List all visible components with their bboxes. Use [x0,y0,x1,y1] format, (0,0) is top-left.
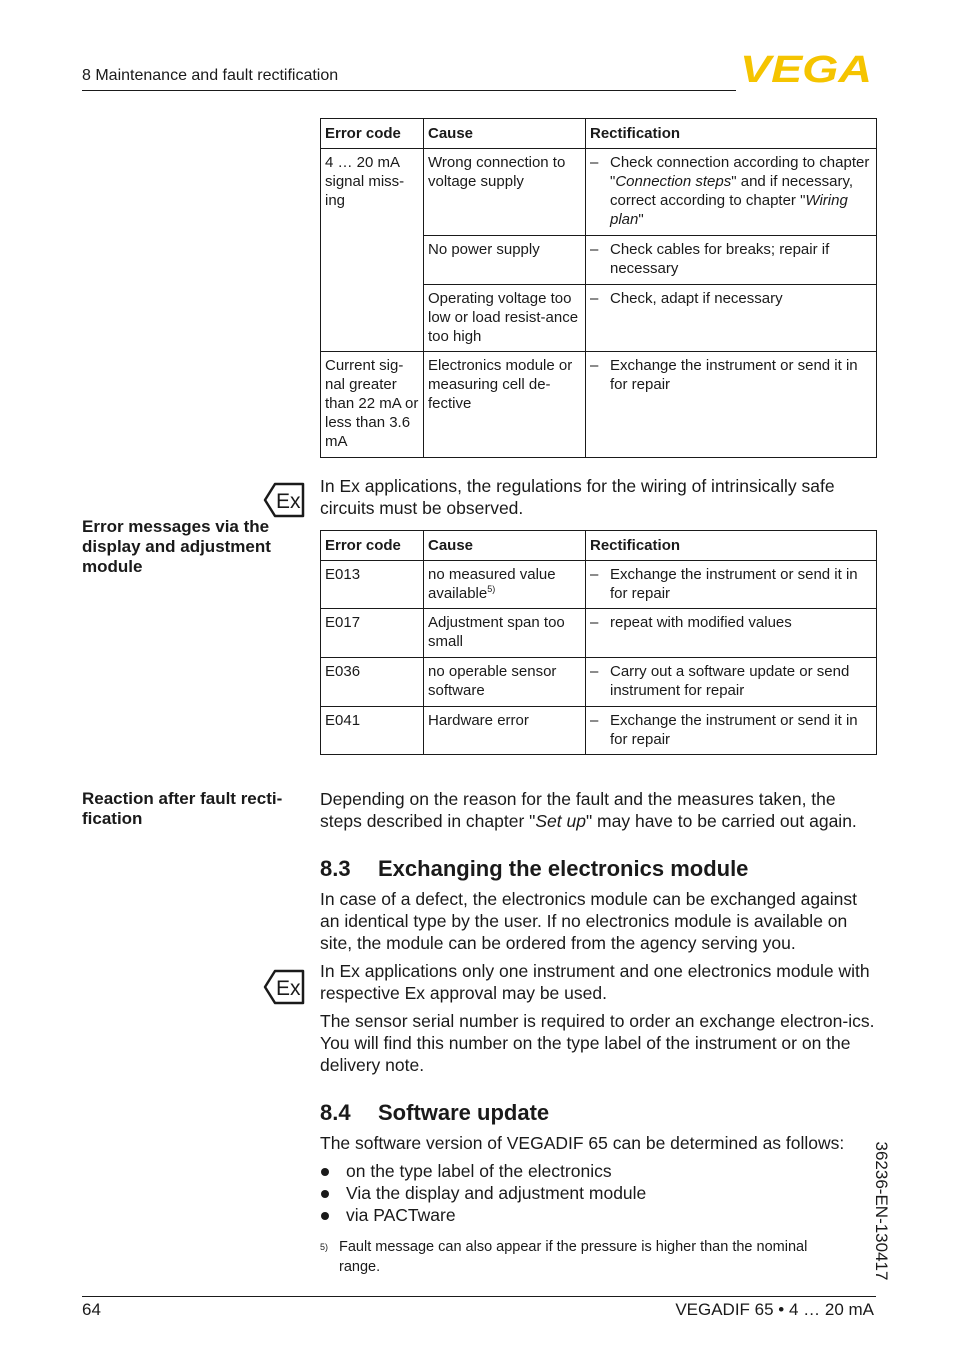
error-table-display [320,530,877,755]
header-rectification: Rectification [586,119,877,149]
error-code-cell: E041 [321,707,424,755]
page-number: 64 [82,1300,101,1319]
footnote-ref: 5) [487,584,496,594]
rectification-cell: – Carry out a software update or send instrument for repair [586,658,877,707]
table-header-row [321,119,877,149]
error-code-cell: E013 [321,561,424,609]
cause-cell: Electronics module or measuring cell de-fective [424,352,586,458]
rectification-cell: – repeat with modified values [586,609,877,658]
section-8-4-intro: The software version of VEGADIF 65 can be determined as follows: [320,1133,845,1153]
running-header: 8 Maintenance and fault rectification [82,67,339,84]
rectification-cell: – Check connection according to chapter "Connection steps" and if necessary, correct according to chapter "Wiring plan" [586,149,877,236]
side-heading-reaction: Reaction after fault recti-fication [82,789,283,828]
rectification-cell: – Exchange the instrument or send it in for repair [586,561,877,609]
footnote: 5) Fault message can also appear if the pressure is higher than the nominal range. [320,1239,808,1275]
section-heading-8-4: 8.4 Software update [320,1100,550,1125]
header-rectification: Rectification [586,531,877,561]
cause-cell: Operating voltage too low or load resist-ance too high [424,285,586,352]
rectification-cell: – Exchange the instrument or send it in for repair [586,352,877,458]
ex-wiring-note: In Ex applications, the regulations for the wiring of intrinsically safe circuits must be observed. [320,476,835,518]
footer-product-title: VEGADIF 65 • 4 … 20 mA [675,1300,874,1319]
section-8-3-paragraph-1: In case of a defect, the electronics module can be exchanged against an identical type by the user. If no electronics module is available on site, the module can be ordered from the agency serving you. [320,889,858,953]
table-row [321,707,877,755]
cause-cell: Adjustment span too small [424,609,586,658]
table-row [321,352,877,458]
svg-text:Ex: Ex [276,490,301,513]
error-code-cell: Current sig-nal greater than 22 mA or less than 3.6 mA [321,352,424,458]
footer-rule [82,1296,876,1297]
cause-cell: Wrong connection to voltage supply [424,149,586,236]
reaction-paragraph: Depending on the reason for the fault and the measures taken, the steps described in chapter "Set up" may have to be carried out again. [320,789,857,831]
error-table-current [320,118,877,458]
vega-logo [740,52,872,84]
header-rule [82,90,736,91]
table-row [321,149,877,236]
cause-cell: no operable sensor software [424,658,586,707]
svg-text:Ex: Ex [276,977,301,1000]
rectification-cell: – Exchange the instrument or send it in for repair [586,707,877,755]
list-item: via PACTware [320,1204,876,1226]
table-row [321,561,877,609]
list-item: Via the display and adjustment module [320,1182,876,1204]
side-heading-error-messages: Error messages via the display and adjustment module [82,517,271,576]
header-error-code: Error code [321,119,424,149]
list-item: on the type label of the electronics [320,1160,876,1182]
section-8-3-paragraph-3: The sensor serial number is required to order an exchange electron-ics. You will find this number on the type label of the instrument or on the delivery note. [320,1011,875,1075]
cause-cell: no measured value available$^{5)}$ [424,561,586,609]
rectification-cell: – Check cables for breaks; repair if necessary [586,236,877,285]
ex-hazard-icon [263,969,305,1005]
document-number: 36236-EN-130417 [872,1141,891,1281]
error-code-cell: E017 [321,609,424,658]
table-row [321,609,877,658]
section-heading-8-3: 8.3 Exchanging the electronics module [320,856,749,881]
svg-text:VEGA: VEGA [740,52,872,84]
error-code-cell: E036 [321,658,424,707]
table-row [321,658,877,707]
section-8-3-paragraph-2: In Ex applications only one instrument and one electronics module with respective Ex approval may be used. [320,961,870,1003]
header-error-code: Error code [321,531,424,561]
software-version-list [320,1160,876,1226]
ex-hazard-icon [263,482,305,518]
cause-cell: No power supply [424,236,586,285]
header-cause: Cause [424,119,586,149]
table-header-row [321,531,877,561]
error-code-cell: 4 … 20 mA signal miss-ing [321,149,424,352]
header-cause: Cause [424,531,586,561]
cause-cell: Hardware error [424,707,586,755]
rectification-cell: – Check, adapt if necessary [586,285,877,352]
